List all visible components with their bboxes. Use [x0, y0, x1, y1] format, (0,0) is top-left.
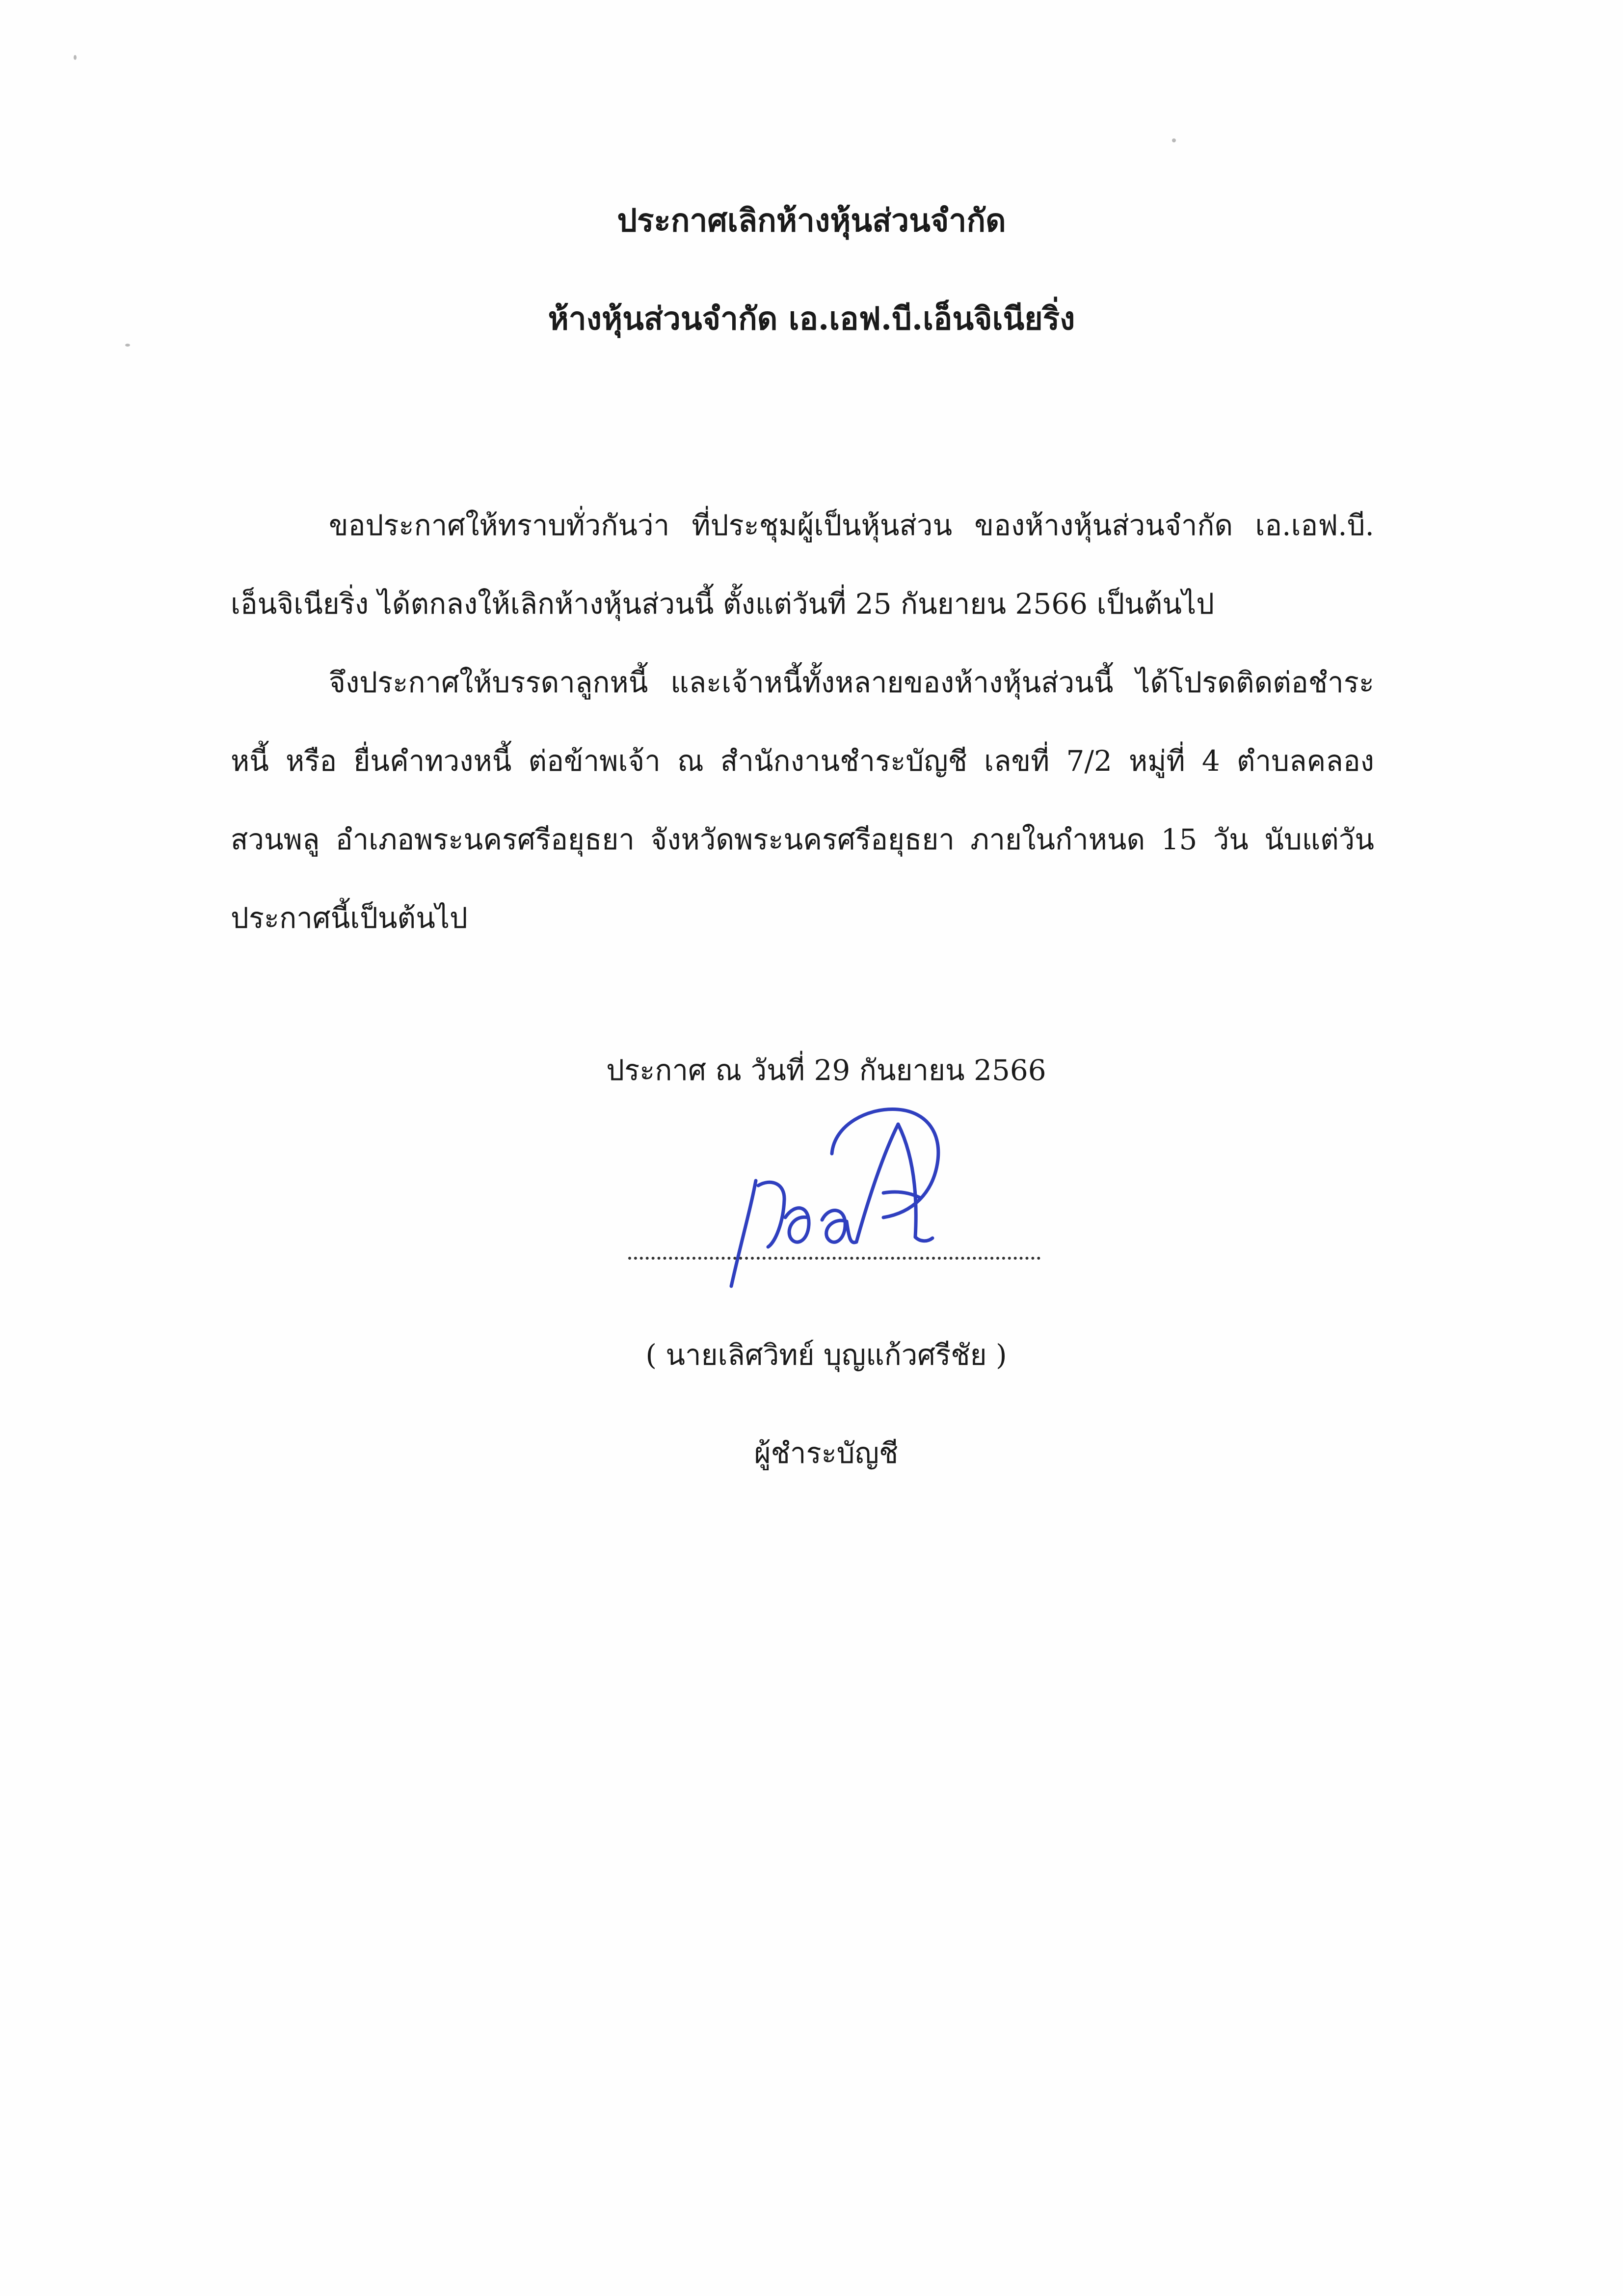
signature-dotted-line	[628, 1257, 1040, 1260]
paragraph-creditors	[231, 643, 1374, 957]
announce-date: ประกาศ ณ วันที่ 29 กันยายน 2566	[606, 1053, 1046, 1087]
scan-speck	[1172, 138, 1176, 142]
signer-name: ( นายเลิศวิทย์ บุญแก้วศรีชัย )	[645, 1338, 1007, 1372]
paragraph-text: จึงประกาศให้บรรดาลูกหนี้ และเจ้าหนี้ทั้งหลายของห้างหุ้นส่วนนี้ ได้โปรดติดต่อชำระหนี้ หรือ ยื่นคำทวงหนี้ ต่อข้าพเจ้า ณ สำนักงานชำระบัญชี เลขที่ 7/2 หมู่ที่ 4 ตำบลคลองสวนพลู อำเภอพระนครศรีอยุธยา จังหวัดพระนครศรีอยุธยา ภายในกำหนด 15 วัน นับแต่วันประกาศนี้เป็นต้นไป	[231, 666, 1374, 935]
document-title: ประกาศเลิกห้างหุ้นส่วนจำกัด	[617, 202, 1006, 239]
signer-role: ผู้ชำระบัญชี	[754, 1436, 899, 1470]
paragraph-text: ขอประกาศให้ทราบทั่วกันว่า ที่ประชุมผู้เป็นหุ้นส่วน ของห้างหุ้นส่วนจำกัด เอ.เอฟ.บี. เอ็นจิเนียริ่ง ได้ตกลงให้เลิกห้างหุ้นส่วนนี้ ตั้งแต่วันที่ 25 กันยายน 2566 เป็นต้นไป	[231, 509, 1374, 621]
company-name: ห้างหุ้นส่วนจำกัด เอ.เอฟ.บี.เอ็นจิเนียริ่ง	[548, 300, 1075, 337]
handwritten-signature	[721, 1095, 947, 1301]
paragraph-dissolution	[231, 486, 1374, 643]
scan-speck	[74, 55, 77, 60]
scan-speck	[125, 344, 130, 347]
